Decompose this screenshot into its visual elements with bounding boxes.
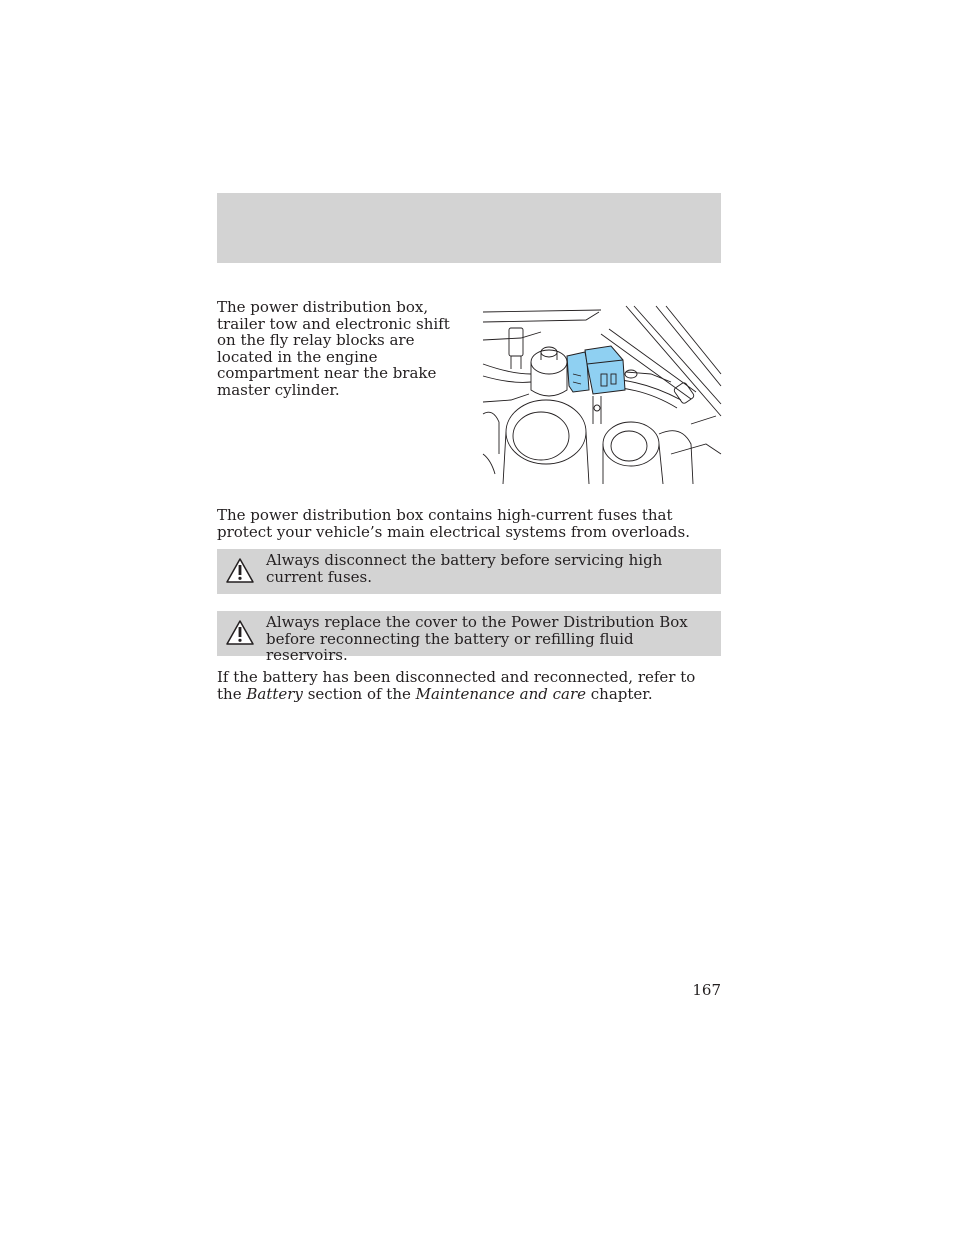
warning-text: Always disconnect the battery before servicing high current fuses. — [266, 551, 663, 586]
page-number: 167 — [692, 981, 721, 999]
warning-text: Always replace the cover to the Power Distribution Box before reconnecting the battery or refilling fluid reservoirs. — [266, 613, 688, 664]
warning-triangle-icon — [225, 557, 255, 584]
header-band — [217, 193, 721, 263]
battery-section-ref: Battery — [246, 684, 303, 703]
intro-paragraph: The power distribution box, trailer tow and electronic shift on the fly relay blocks are located in the engine compartment near the brake master cylinder. — [217, 298, 450, 399]
text-span: chapter. — [590, 684, 653, 703]
text-span: If the battery has been disconnected and reconnected, refer to the — [217, 668, 696, 703]
battery-reference-paragraph — [217, 669, 721, 702]
engine-compartment-illustration — [481, 304, 722, 484]
warning-box-battery — [217, 549, 721, 594]
maintenance-chapter-ref: Maintenance and care — [415, 684, 586, 703]
fuse-description-paragraph: The power distribution box contains high-current fuses that protect your vehicle’s main electrical systems from overloads. — [217, 506, 690, 541]
text-span: section of the — [307, 684, 411, 703]
warning-triangle-icon — [225, 619, 255, 646]
warning-box-cover — [217, 611, 721, 664]
